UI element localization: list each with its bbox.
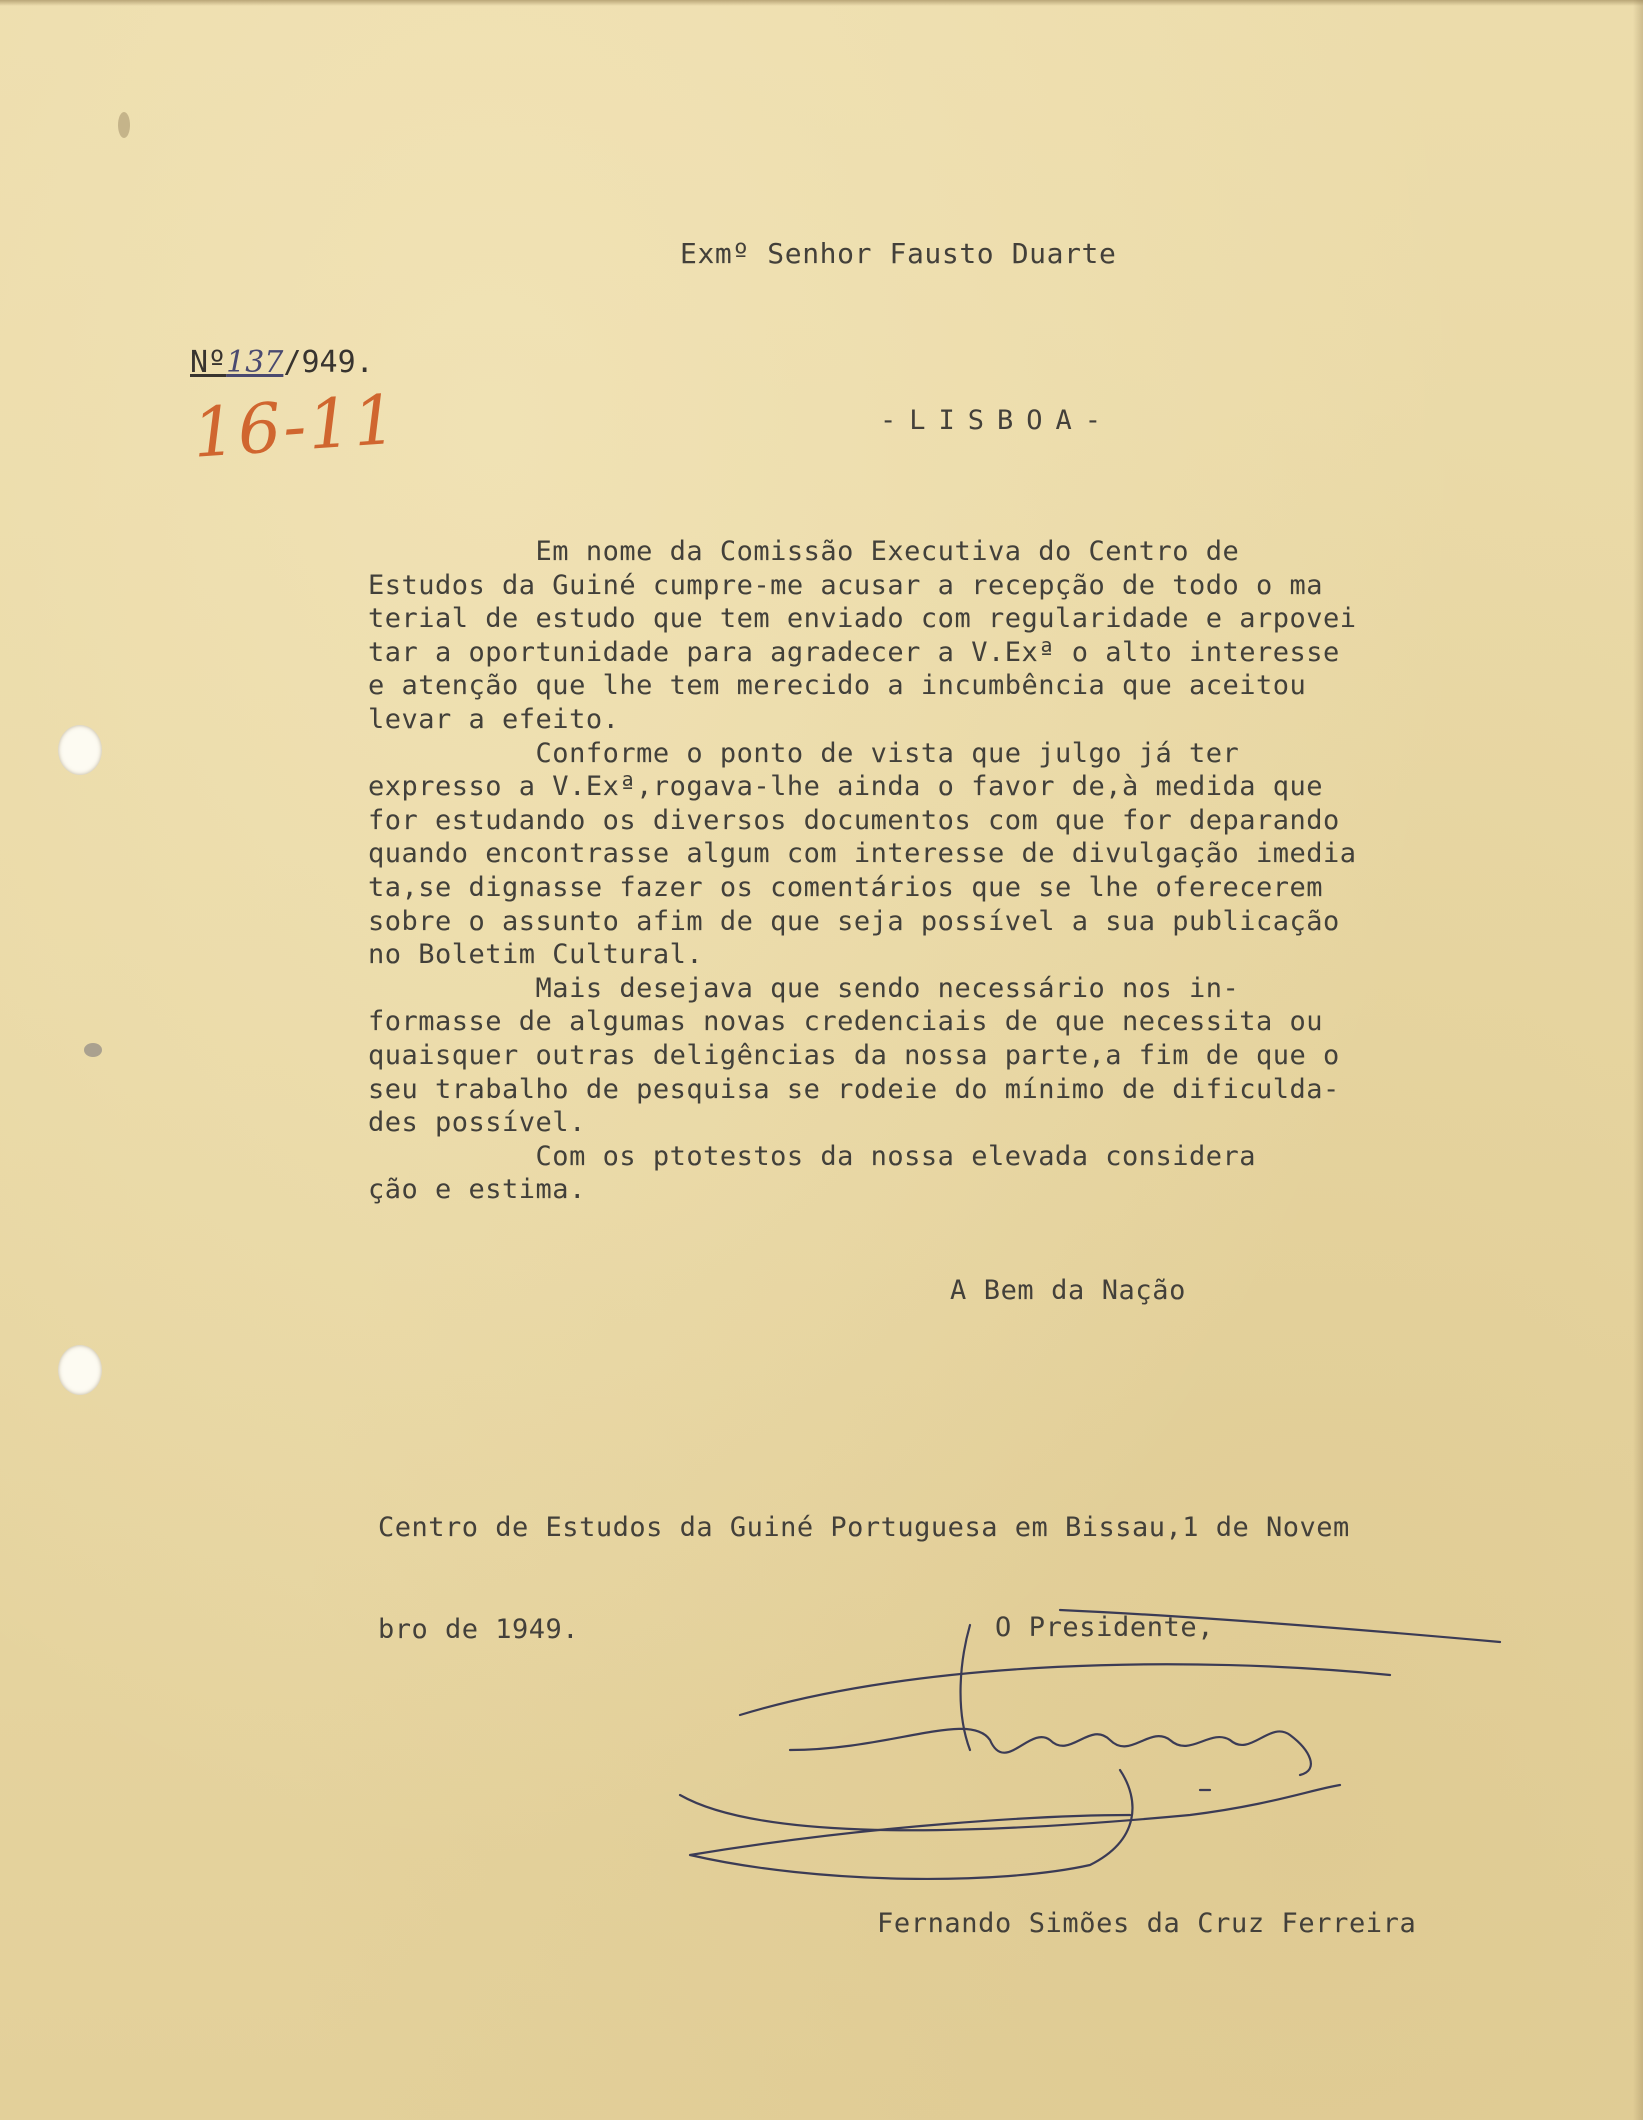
signature-underline <box>680 1785 1340 1830</box>
signature-upper-loop <box>740 1664 1390 1715</box>
body-line: ção e estima. <box>368 1174 586 1206</box>
body-line: tar a oportunidade para agradecer a V.Exª o alto interesse <box>368 636 1340 668</box>
signoff-title: O Presidente, <box>995 1612 1215 1643</box>
signatory-name: Fernando Simões da Cruz Ferreira <box>877 1908 1417 1939</box>
addressee-line: Exmº Senhor Fausto Duarte <box>680 237 1117 270</box>
body-line: Estudos da Guiné cumpre-me acusar a recepção de todo o ma <box>368 569 1324 601</box>
body-line: levar a efeito. <box>368 703 620 735</box>
letter-body <box>368 535 1548 1207</box>
body-line: Em nome da Comissão Executiva do Centro de <box>368 536 1240 567</box>
body-line: for estudando os diversos documentos com que for deparando <box>368 804 1340 836</box>
body-line: expresso a V.Exª,rogava-lhe ainda o favor de,à medida que <box>368 771 1324 803</box>
body-line: quaisquer outras deligências da nossa parte,a fim de que o <box>368 1039 1340 1071</box>
reference-prefix: Nº <box>190 345 227 380</box>
handwritten-red-note: 16-11 <box>190 380 402 474</box>
reference-handwritten-number: 137 <box>226 345 284 380</box>
paper-right-edge <box>1633 0 1643 2120</box>
body-line: quando encontrasse algum com interesse de divulgação imedia <box>368 838 1357 870</box>
closing-formula: A Bem da Nação <box>950 1275 1186 1306</box>
body-line: e atenção que lhe tem merecido a incumbência que aceitou <box>368 670 1307 702</box>
punch-hole-top <box>58 725 102 775</box>
signature-name <box>790 1729 1311 1775</box>
body-line: terial de estudo que tem enviado com regularidade e arpovei <box>368 603 1357 635</box>
body-line: ta,se dignasse fazer os comentários que se lhe oferecerem <box>368 871 1324 903</box>
paper-top-edge <box>0 0 1643 6</box>
reference-year: /949. <box>283 345 374 380</box>
reference-number <box>190 345 374 380</box>
body-line: formasse de algumas novas credenciais de que necessita ou <box>368 1006 1324 1038</box>
signature-flourish-top <box>1060 1610 1500 1642</box>
body-line: sobre o assunto afim de que seja possível a sua publicação <box>368 905 1340 937</box>
body-line: Conforme o ponto de vista que julgo já ter <box>368 737 1240 769</box>
body-line: Com os ptotestos da nossa elevada considera <box>368 1140 1257 1172</box>
city-line: -LISBOA- <box>880 405 1115 436</box>
body-line: des possível. <box>368 1107 586 1139</box>
punch-hole-bottom <box>58 1345 102 1395</box>
place-date-line: bro de 1949. <box>378 1614 580 1645</box>
body-line: Mais desejava que sendo necessário nos in- <box>368 972 1240 1004</box>
place-date-line: Centro de Estudos da Guiné Portuguesa em Bissau,1 de Novem <box>378 1512 1350 1543</box>
handwritten-signature <box>670 1600 1520 1900</box>
paper-smudge <box>118 112 130 138</box>
body-line: seu trabalho de pesquisa se rodeie do mínimo de dificulda- <box>368 1073 1340 1105</box>
signature-stem <box>961 1625 970 1750</box>
paper-mark <box>84 1043 102 1057</box>
body-line: no Boletim Cultural. <box>368 939 704 971</box>
